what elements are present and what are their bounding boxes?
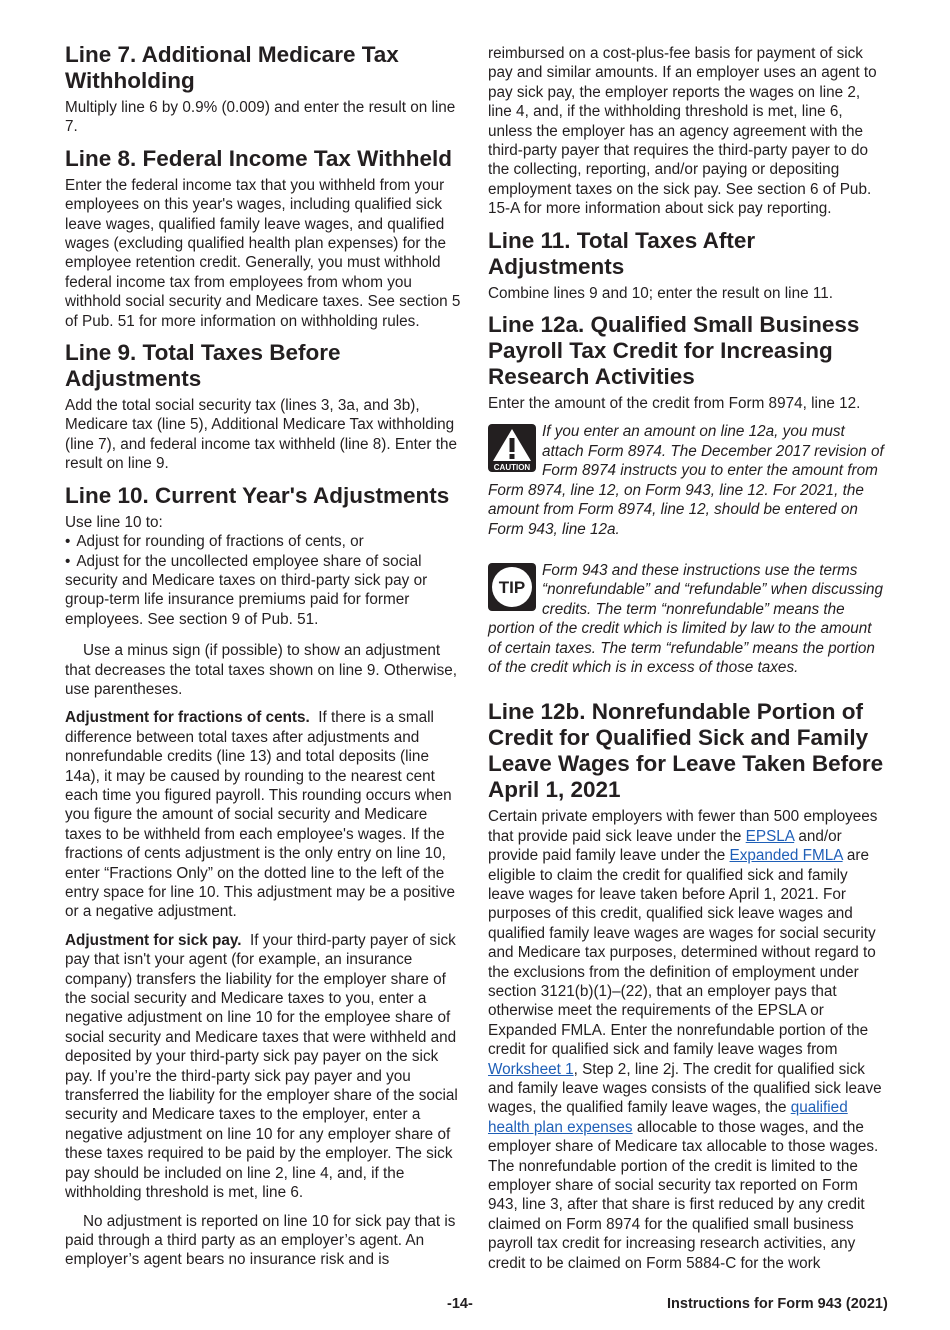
heading-line10: Line 10. Current Year's Adjustments [65,482,450,508]
text-run: Certain private employers with fewer than 500 employees that provide paid sick leave under the [488,808,878,845]
heading-line12b: Line 12b. Nonrefundable Portion of Credit for Qualified Sick and Family Leave Wages for Leave Taken Before April 1, 2021 [488,699,884,803]
line12a-text: Enter the amount of the credit from Form 8974, line 12. [488,395,861,413]
caution-note [488,422,886,538]
epsla-link[interactable]: EPSLA [745,827,795,845]
heading-line9: Line 9. Total Taxes Before Adjustments [65,340,341,392]
tip-text: Form 943 and these instructions use the terms “nonrefundable” and “refundable” when discussing credits. The term “nonrefundable” means the portion of the credit which is limited by law to the amount of certain taxes. The term “refundable” means the portion of the credit which is in excess of those taxes. [488,561,883,676]
fractions-run-in-heading: Adjustment for fractions of cents. [65,709,310,727]
heading-line8: Line 8. Federal Income Tax Withheld [65,145,452,171]
caution-icon [488,424,536,472]
left-column [65,42,463,1279]
heading-line12a: Line 12a. Qualified Small Business Payroll Tax Credit for Increasing Research Activities [488,312,860,390]
no-adjustment-text: No adjustment is reported on line 10 for sick pay that is paid through a third party as an employer’s agent. An employer’s agent bears no insurance risk and is [65,1212,456,1269]
bullet-item: • Adjust for the uncollected employee share of social security and Medicare taxes on third-party sick pay or group-term life insurance premiums paid for former employees. See section 9 of Pub. 51. [65,552,463,630]
tip-label: TIP [498,577,526,597]
page-number: -14- [447,1296,473,1313]
heading-line7: Line 7. Additional Medicare Tax Withholding [65,42,399,93]
caution-text: If you enter an amount on line 12a, you must attach Form 8974. The December 2017 revision of Form 8974 instructs you to enter the amount from Form 8974, line 12, on Form 943, line 12. For 2021, the amount from Form 8974, line 12, should be entered on Form 943, line 12a. [488,423,884,538]
line11-text: Combine lines 9 and 10; enter the result on line 11. [488,284,833,302]
bullet-item: • Adjust for rounding of fractions of cents, or [65,532,463,551]
line12b-text [488,807,886,1273]
minus-sign-text: Use a minus sign (if possible) to show an adjustment that decreases the total taxes shown on line 9. Otherwise, use parentheses. [65,642,457,698]
right-column [488,42,886,1282]
fractions-text: If there is a small difference between total taxes after adjustments and nonrefundable credits (line 13) and total deposits (line 14a), it may be caused by rounding to the nearest cent each time you figured payroll. This rounding occurs when you figure the amount of social security and Medicare taxes to be withheld from each employee's wages. If the fractions of cents adjustment is the only entry on line 10, enter “Fractions Only” on the dotted line to the left of the entry space for line 10. This adjustment may be a positive or a negative adjustment. [65,709,455,921]
fractions-paragraph [65,708,463,921]
qualified-health-plan-expenses-link[interactable]: qualified health plan expenses [488,1099,848,1136]
text-run: and/or provide paid family leave under the [488,827,842,865]
caution-label: CAUTION [493,463,531,473]
line7-text: Multiply line 6 by 0.9% (0.009) and enter the result on line 7. [65,99,456,136]
text-run: are eligible to claim the credit for qualified sick and family leave wages for leave taken before April 1, 2021. For purposes of this credit, qualified sick leave wages and qualified family leave wages are wages for social security and Medicare tax purposes, determined without regard to the exclusions from the definition of employment under section 3121(b)(1)–(22), that an employer pays that otherwise meet the requirements of the EPSLA or Expanded FMLA. Enter the nonrefundable portion of the credit for qualified sick and family leave wages from [488,847,876,1059]
text-run: , Step 2, line 2j. The credit for qualified sick and family leave wages consists of the qualified sick leave wages, the qualified family leave wages, the [488,1060,882,1117]
footer-title: Instructions for Form 943 (2021) [667,1296,888,1313]
worksheet-1-link[interactable]: Worksheet 1 [488,1060,574,1078]
tip-icon [488,563,536,611]
tip-note [488,561,886,677]
line10-intro: Use line 10 to: [65,513,163,531]
expanded-fmla-link[interactable]: Expanded FMLA [729,847,843,865]
heading-line11: Line 11. Total Taxes After Adjustments [488,227,756,279]
page-footer [0,1296,950,1330]
continued-text: reimbursed on a cost-plus-fee basis for payment of sick pay and similar amounts. If an employer uses an agent to pay sick pay, the employer reports the wages on line 2, line 4, and, if the withholding threshold is met, line 6, unless the employer has an agency agreement with the third-party payer that requires the third-party payer to do the collecting, reporting, and/or paying or depositing employment taxes on the sick pay. See section 6 of Pub. 15-A for more information about sick pay reporting. [488,45,877,218]
line8-text: Enter the federal income tax that you withheld from your employees on this year's wages, including qualified sick leave wages, qualified family leave wages, and qualified wages (excluding qualified health plan expenses) for the employee retention credit. Generally, you must withhold federal income tax from employees from whom you withhold social security and Medicare taxes. See section 5 of Pub. 51 for more information on withholding rules. [65,176,461,330]
sick-pay-run-in-heading: Adjustment for sick pay. [65,931,242,949]
text-run: allocable to those wages, and the employer share of Medicare tax allocable to those wages. The nonrefundable portion of the credit is limited to the employer share of social security tax reported on Form 943, line 3, after that share is first reduced by any credit claimed on Form 8974 for the qualified small business payroll tax credit for increasing research activities, any credit to be claimed on Form 5884-C for the work [488,1118,879,1272]
sick-pay-paragraph [65,931,463,1203]
line9-text: Add the total social security tax (lines 3, 3a, and 3b), Medicare tax (line 5), Additional Medicare Tax withholding (line 7), and federal income tax withheld (line 8). Enter the result on line 9. [65,397,457,473]
sick-pay-text: If your third-party payer of sick pay that isn't your agent (for example, an insurance company) transfers the liability for the employer share of the social security and Medicare taxes to you, enter a negative adjustment on line 10 for the employee share of social security and Medicare taxes that were withheld and deposited by your third-party sick pay payer on the sick pay. If you’re the third-party sick pay payer and you transferred the liability for the employer share of the social security and Medicare taxes to the employer, enter a negative adjustment on line 10 for any employer share of these taxes required to be paid by the employer. The sick pay should be included on line 2, line 4, and, if the withholding threshold is met, line 6. [65,931,458,1202]
